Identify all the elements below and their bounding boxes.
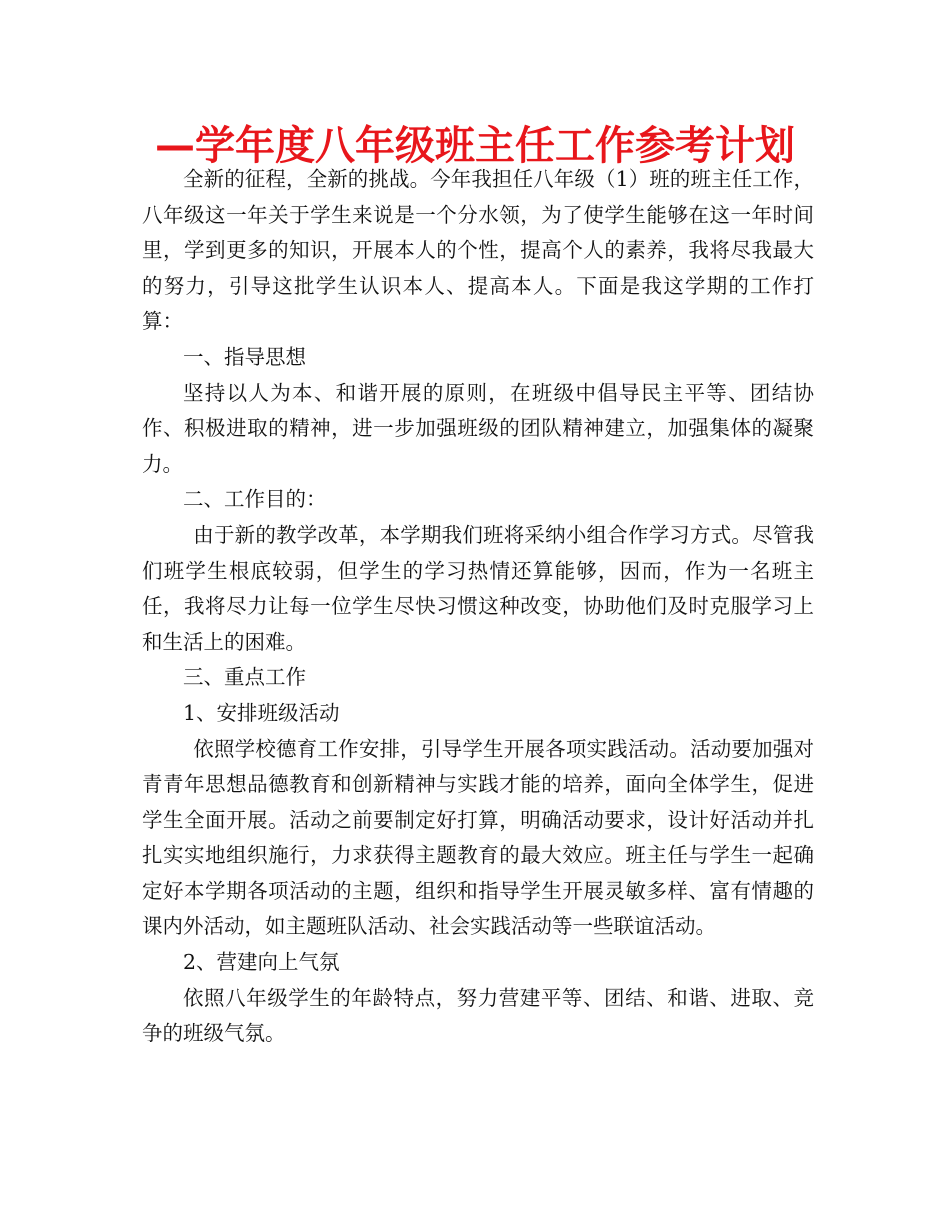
section-heading-key-work: 三、重点工作	[183, 665, 306, 690]
document-body	[142, 162, 814, 1052]
guiding-thought-paragraph: 坚持以人为本、和谐开展的原则，在班级中倡导民主平等、团结协作、积极进取的精神，进一步加强班级的团队精神建立，加强集体的凝聚力。	[142, 380, 814, 476]
subheading-positive-atmosphere: 2、营建向上气氛	[183, 950, 340, 975]
class-activities-paragraph: 依照学校德育工作安排，引导学生开展各项实践活动。活动要加强对青青年思想品德教育和创新精神与实践才能的培养，面向全体学生，促进学生全面开展。活动之前要制定好打算，明确活动要求，设计好活动并扎扎实实地组织施行，力求获得主题教育的最大效应。班主任与学生一起确定好本学期各项活动的主题，组织和指导学生开展灵敏多样、富有情趣的课内外活动，如主题班队活动、社会实践活动等一些联谊活动。	[142, 736, 814, 939]
section-heading-guiding-thought: 一、指导思想	[183, 344, 306, 369]
subheading-class-activities: 1、安排班级活动	[183, 700, 340, 725]
document-title: —学年度八年级班主任工作参考计划	[155, 123, 795, 169]
section-heading-work-goal: 二、工作目的：	[183, 487, 327, 512]
intro-paragraph: 全新的征程，全新的挑战。今年我担任八年级（1）班的班主任工作，八年级这一年关于学生来说是一个分水领，为了使学生能够在这一年时间里，学到更多的知识，开展本人的个性，提高个人的素养，我将尽我最大的努力，引导这批学生认识本人、提高本人。下面是我这学期的工作打算：	[142, 167, 814, 334]
work-goal-paragraph: 由于新的教学改革，本学期我们班将采纳小组合作学习方式。尽管我们班学生根底较弱，但学生的学习热情还算能够，因而，作为一名班主任，我将尽力让每一位学生尽快习惯这种改变，协助他们及时克服学习上和生活上的困难。	[142, 522, 814, 654]
positive-atmosphere-paragraph: 依照八年级学生的年龄特点，努力营建平等、团结、和谐、进取、竞争的班级气氛。	[142, 985, 814, 1046]
